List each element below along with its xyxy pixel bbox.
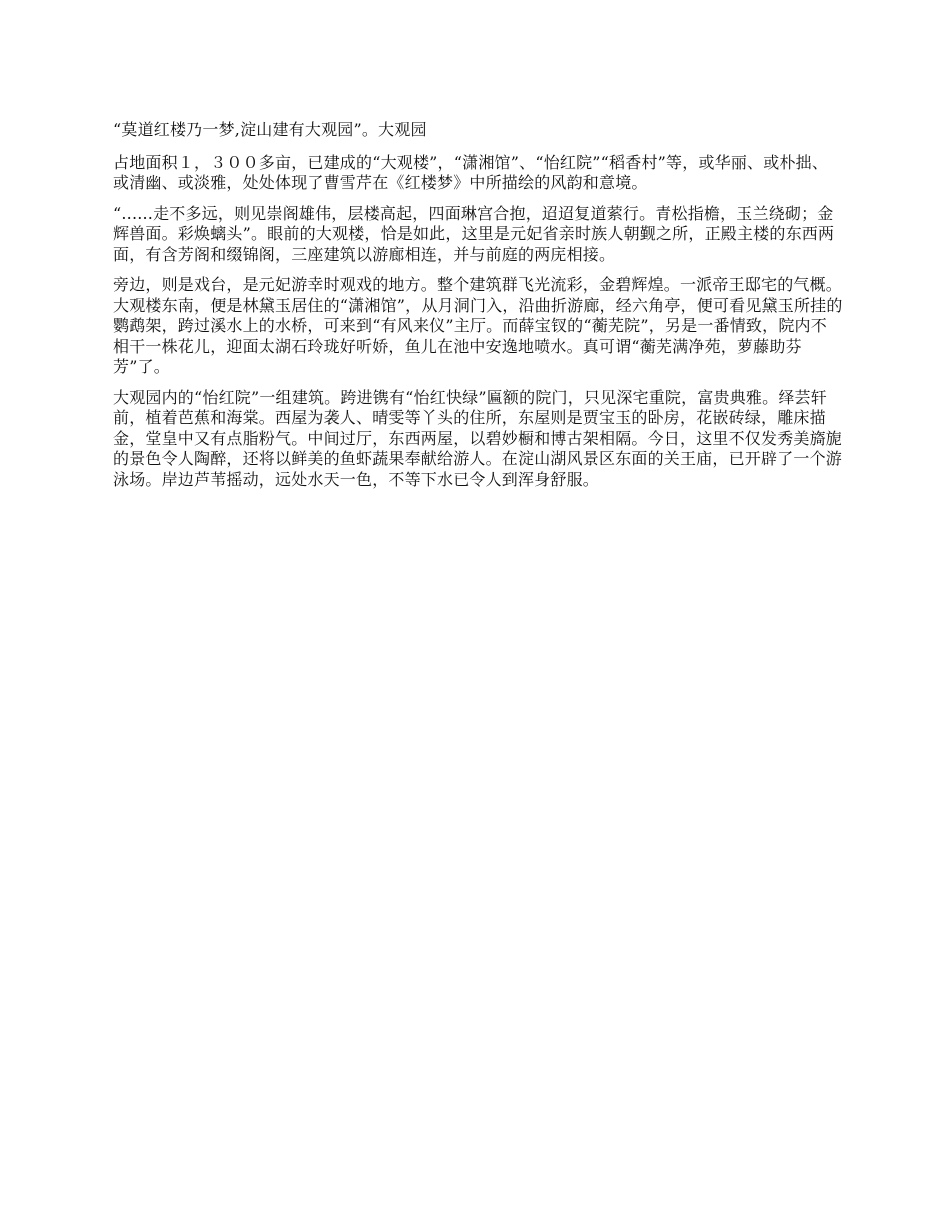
paragraph-stage-and-xiaoxiang: 旁边，则是戏台，是元妃游幸时观戏的地方。整个建筑群飞光流彩，金碧辉煌。一派帝王邸宅的气概。大观楼东南，便是林黛玉居住的“潇湘馆”，从月洞门入，沿曲折游廊，经六角亭，便可看见黛玉所挂的鹦鹉架，跨过溪水上的水桥，可来到“有风来仪”主厅。而薛宝钗的“蘅芜院”，另是一番情致，院内不相干一株花儿，迎面太湖石玲珑好听娇，鱼儿在池中安逸地喷水。真可谓“蘅芜满净苑，萝藤助芬芳”了。 <box>113 275 843 376</box>
paragraph-grand-view-tower: “......走不多远，则见崇阁雄伟，层楼高起，四面琳宫合抱，迢迢复道萦行。青松指檐，玉兰绕砌；金辉兽面。彩焕螭头”。眼前的大观楼，恰是如此，这里是元妃省亲时族人朝觐之所，正殿主楼的东西两面，有含芳阁和缀锦阁，三座建筑以游廊相连，并与前庭的两庑相接。 <box>113 203 835 264</box>
paragraph-intro: “莫道红楼乃一梦,淀山建有大观园”。大观园 <box>113 120 427 139</box>
document-page <box>113 120 843 500</box>
paragraph-area: 占地面积１，３００多亩，已建成的“大观楼”，“潇湘馆”、“怡红院”“稻香村”等，或华丽、或朴拙、或清幽、或淡雅，处处体现了曹雪芹在《红楼梦》中所描绘的风韵和意境。 <box>113 152 829 192</box>
paragraph-yihong-courtyard: 大观园内的“怡红院”一组建筑。跨进镌有“怡红快绿”匾额的院门，只见深宅重院，富贵典雅。绎芸轩前，植着芭蕉和海棠。西屋为袭人、晴雯等丫头的住所，东屋则是贾宝玉的卧房，花嵌砖绿，雕床描金，堂皇中又有点脂粉气。中间过厅，东西两屋，以碧妙橱和博古架相隔。今日，这里不仅发秀美旖旎的景色令人陶醉，还将以鲜美的鱼虾蔬果奉献给游人。在淀山湖风景区东面的关王庙，已开辟了一个游泳场。岸边芦苇摇动，远处水天一色，不等下水已令人到浑身舒服。 <box>113 387 843 489</box>
